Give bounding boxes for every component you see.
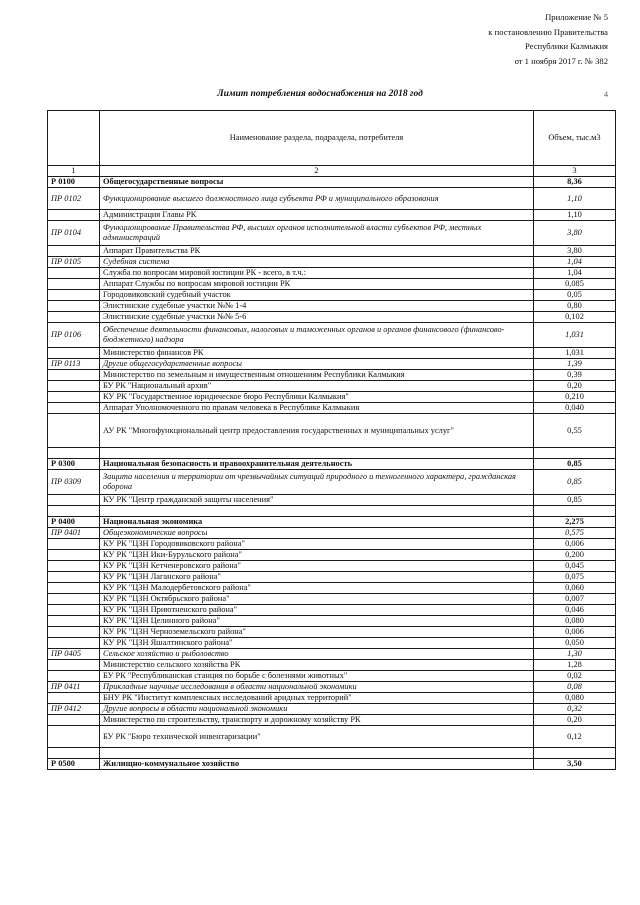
row-volume: 1,10	[534, 210, 616, 221]
subsection-row	[48, 188, 616, 210]
row-volume: 0,040	[534, 403, 616, 414]
row-code	[48, 301, 100, 312]
row-name: Общеэкономические вопросы	[100, 528, 534, 539]
row-code: ПР 0401	[48, 528, 100, 539]
row-volume: 0,08	[534, 682, 616, 693]
section-row	[48, 177, 616, 188]
row-code: ПР 0106	[48, 323, 100, 348]
row-volume: 0,050	[534, 638, 616, 649]
row-volume: 0,32	[534, 704, 616, 715]
row-volume: 1,30	[534, 649, 616, 660]
row-name: КУ РК "ЦЗН Октябрьского района"	[100, 594, 534, 605]
column-number-row	[48, 166, 616, 177]
row-name: АУ РК "Многофункциональный центр предоставления государственных и муниципальных услуг"	[100, 414, 534, 448]
consumer-row	[48, 605, 616, 616]
row-volume: 0,80	[534, 301, 616, 312]
row-name: Министерство сельского хозяйства РК	[100, 660, 534, 671]
row-volume: 3,50	[534, 759, 616, 770]
row-name: Прикладные научные исследования в области национальной экономики	[100, 682, 534, 693]
subsection-row	[48, 470, 616, 495]
row-code	[48, 279, 100, 290]
row-volume: 0,060	[534, 583, 616, 594]
consumer-row	[48, 290, 616, 301]
row-code	[48, 616, 100, 627]
header-date-number: от 1 ноября 2017 г. № 382	[514, 55, 608, 66]
consumer-row	[48, 693, 616, 704]
row-volume: 3,80	[534, 246, 616, 257]
header-republic: Республики Калмыкия	[525, 41, 608, 51]
row-volume: 0,085	[534, 279, 616, 290]
row-code	[48, 561, 100, 572]
spacer-row	[48, 506, 616, 517]
row-name: Аппарат Уполномоченного по правам человека в Республике Калмыкия	[100, 403, 534, 414]
row-code: ПР 0104	[48, 221, 100, 246]
row-name: КУ РК "ЦЗН Ики-Бурульского района"	[100, 550, 534, 561]
subsection-row	[48, 528, 616, 539]
consumer-row	[48, 616, 616, 627]
row-volume: 1,10	[534, 188, 616, 210]
row-volume: 0,05	[534, 290, 616, 301]
row-volume: 8,36	[534, 177, 616, 188]
row-code	[48, 583, 100, 594]
row-code: Р 0500	[48, 759, 100, 770]
table-header-row	[48, 111, 616, 166]
row-code: Р 0100	[48, 177, 100, 188]
row-code	[48, 693, 100, 704]
row-name: КУ РК "ЦЗН Малодербетовского района"	[100, 583, 534, 594]
header-appendix: Приложение № 5	[545, 12, 608, 22]
row-name: КУ РК "ЦЗН Яшалтинского района"	[100, 638, 534, 649]
row-name: Министерство по земельным и имущественным отношениям Республики Калмыкия	[100, 370, 534, 381]
consumer-row	[48, 392, 616, 403]
row-name	[100, 506, 534, 517]
consumer-row	[48, 572, 616, 583]
subsection-row	[48, 649, 616, 660]
row-name: Судебная система	[100, 257, 534, 268]
row-code	[48, 594, 100, 605]
row-volume: 0,080	[534, 616, 616, 627]
row-volume: 0,55	[534, 414, 616, 448]
row-code	[48, 392, 100, 403]
row-volume: 0,20	[534, 381, 616, 392]
row-name: Администрация Главы РК	[100, 210, 534, 221]
row-volume: 1,04	[534, 257, 616, 268]
column-number-3: 3	[534, 166, 616, 177]
row-code: Р 0300	[48, 459, 100, 470]
row-code	[48, 550, 100, 561]
row-name: БУ РК "Республиканская станция по борьбе с болезнями животных"	[100, 671, 534, 682]
row-code	[48, 370, 100, 381]
row-volume: 0,39	[534, 370, 616, 381]
row-code	[48, 726, 100, 748]
column-number-2: 2	[100, 166, 534, 177]
spacer-row	[48, 448, 616, 459]
row-code	[48, 748, 100, 759]
row-volume: 0,007	[534, 594, 616, 605]
section-row	[48, 759, 616, 770]
row-name: БУ РК "Бюро технической инвентаризации"	[100, 726, 534, 748]
row-code	[48, 210, 100, 221]
document-title: Лимит потребления водоснабжения на 2018 год	[217, 89, 423, 99]
consumer-row	[48, 246, 616, 257]
row-name: Элистинские судебные участки №№ 1-4	[100, 301, 534, 312]
row-volume: 0,20	[534, 715, 616, 726]
row-code	[48, 539, 100, 550]
row-name	[100, 748, 534, 759]
row-code	[48, 312, 100, 323]
subsection-row	[48, 704, 616, 715]
row-code	[48, 448, 100, 459]
consumer-row	[48, 627, 616, 638]
consumer-row	[48, 279, 616, 290]
row-code	[48, 403, 100, 414]
column-number-1: 1	[48, 166, 100, 177]
row-volume: 0,075	[534, 572, 616, 583]
row-code	[48, 715, 100, 726]
consumer-row	[48, 660, 616, 671]
row-volume: 0,02	[534, 671, 616, 682]
row-name: Защита населения и территории от чрезвычайных ситуаций природного и техногенного характера, гражданская оборона	[100, 470, 534, 495]
subsection-row	[48, 682, 616, 693]
row-code	[48, 572, 100, 583]
row-volume: 1,04	[534, 268, 616, 279]
row-name: КУ РК "ЦЗН Приютненского района"	[100, 605, 534, 616]
row-volume: 0,006	[534, 539, 616, 550]
consumer-row	[48, 539, 616, 550]
row-code: ПР 0105	[48, 257, 100, 268]
row-code	[48, 660, 100, 671]
limit-table	[47, 110, 616, 770]
section-row	[48, 517, 616, 528]
row-code: ПР 0412	[48, 704, 100, 715]
row-name: Общегосударственные вопросы	[100, 177, 534, 188]
row-name: БУ РК "Национальный архив"	[100, 381, 534, 392]
page-mark: 4	[604, 90, 608, 99]
row-name: КУ РК "Центр гражданской защиты населения"	[100, 495, 534, 506]
row-name: КУ РК "ЦЗН Черноземельского района"	[100, 627, 534, 638]
consumer-row	[48, 403, 616, 414]
row-volume: 3,80	[534, 221, 616, 246]
consumer-row	[48, 495, 616, 506]
consumer-row	[48, 726, 616, 748]
consumer-row	[48, 594, 616, 605]
row-volume: 0,85	[534, 470, 616, 495]
consumer-row	[48, 583, 616, 594]
consumer-row	[48, 381, 616, 392]
subsection-row	[48, 257, 616, 268]
row-volume: 1,031	[534, 323, 616, 348]
row-code	[48, 638, 100, 649]
consumer-row	[48, 370, 616, 381]
row-name	[100, 448, 534, 459]
row-name: Национальная экономика	[100, 517, 534, 528]
row-name: Министерство финансов РК	[100, 348, 534, 359]
row-code: Р 0400	[48, 517, 100, 528]
row-name: КУ РК "ЦЗН Лаганского района"	[100, 572, 534, 583]
subsection-row	[48, 221, 616, 246]
row-volume: 0,575	[534, 528, 616, 539]
header-volume-cell: Объем, тыс.м3	[534, 111, 616, 166]
row-name: Другие вопросы в области национальной экономики	[100, 704, 534, 715]
row-name: Элистинские судебные участки №№ 5-6	[100, 312, 534, 323]
consumer-row	[48, 638, 616, 649]
row-volume: 0,210	[534, 392, 616, 403]
row-name: Сельское хозяйство и рыболовство	[100, 649, 534, 660]
row-code: ПР 0102	[48, 188, 100, 210]
row-code: ПР 0411	[48, 682, 100, 693]
row-name: КУ РК "ЦЗН Целинного района"	[100, 616, 534, 627]
row-name: Городовиковский судебный участок	[100, 290, 534, 301]
consumer-row	[48, 414, 616, 448]
row-volume: 1,39	[534, 359, 616, 370]
row-code	[48, 627, 100, 638]
row-code	[48, 381, 100, 392]
document-header	[488, 10, 608, 68]
row-code	[48, 414, 100, 448]
row-name: Другие общегосударственные вопросы	[100, 359, 534, 370]
row-volume: 0,046	[534, 605, 616, 616]
header-resolution: к постановлению Правительства	[488, 26, 608, 37]
row-code	[48, 246, 100, 257]
row-name: Национальная безопасность и правоохранительная деятельность	[100, 459, 534, 470]
consumer-row	[48, 301, 616, 312]
row-volume	[534, 506, 616, 517]
row-volume: 0,045	[534, 561, 616, 572]
row-code	[48, 268, 100, 279]
row-volume: 2,275	[534, 517, 616, 528]
consumer-row	[48, 715, 616, 726]
row-code	[48, 671, 100, 682]
consumer-row	[48, 561, 616, 572]
row-volume: 1,28	[534, 660, 616, 671]
row-code: ПР 0309	[48, 470, 100, 495]
row-code	[48, 348, 100, 359]
row-name: Жилищно-коммунальное хозяйство	[100, 759, 534, 770]
header-name-cell: Наименование раздела, подраздела, потребителя	[100, 111, 534, 166]
row-volume	[534, 748, 616, 759]
row-volume: 0,12	[534, 726, 616, 748]
header-code-cell	[48, 111, 100, 166]
row-volume: 0,102	[534, 312, 616, 323]
row-name: Аппарат Правительства РК	[100, 246, 534, 257]
subsection-row	[48, 323, 616, 348]
row-volume: 0,080	[534, 693, 616, 704]
row-code	[48, 605, 100, 616]
subsection-row	[48, 359, 616, 370]
row-name: КУ РК "ЦЗН Кетченеровского района"	[100, 561, 534, 572]
consumer-row	[48, 268, 616, 279]
row-code	[48, 506, 100, 517]
row-volume: 0,200	[534, 550, 616, 561]
row-name: Функционирование Правительства РФ, высших органов исполнительной власти субъектов РФ, местных администраций	[100, 221, 534, 246]
row-name: Функционирование высшего должностного лица субъекта РФ и муниципального образования	[100, 188, 534, 210]
table-body	[48, 177, 616, 770]
row-name: Обеспечение деятельности финансовых, налоговых и таможенных органов и органов финансового (финансово-бюджетного) надзора	[100, 323, 534, 348]
row-volume: 1,031	[534, 348, 616, 359]
consumer-row	[48, 348, 616, 359]
consumer-row	[48, 671, 616, 682]
section-row	[48, 459, 616, 470]
consumer-row	[48, 312, 616, 323]
row-volume: 0,006	[534, 627, 616, 638]
row-volume: 0,85	[534, 459, 616, 470]
row-name: КУ РК "Государственное юридическое бюро Республики Калмыкия"	[100, 392, 534, 403]
row-name: Министерство по строительству, транспорту и дорожному хозяйству РК	[100, 715, 534, 726]
spacer-row	[48, 748, 616, 759]
row-code	[48, 495, 100, 506]
row-code: ПР 0113	[48, 359, 100, 370]
row-code	[48, 290, 100, 301]
row-name: Служба по вопросам мировой юстиции РК - всего, в т.ч.:	[100, 268, 534, 279]
row-name: КУ РК "ЦЗН Городовиковского района"	[100, 539, 534, 550]
row-volume: 0,85	[534, 495, 616, 506]
row-name: БНУ РК "Институт комплексных исследований аридных территорий"	[100, 693, 534, 704]
row-name: Аппарат Службы по вопросам мировой юстиции РК	[100, 279, 534, 290]
consumer-row	[48, 210, 616, 221]
row-code: ПР 0405	[48, 649, 100, 660]
row-volume	[534, 448, 616, 459]
consumer-row	[48, 550, 616, 561]
